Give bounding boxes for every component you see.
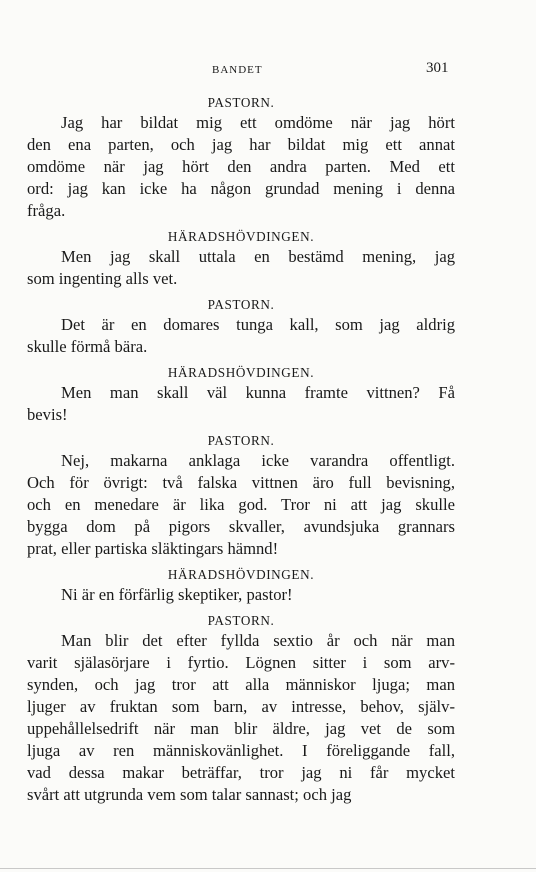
- text-line: synden, och jag tror att alla människor ljuga; man: [27, 675, 455, 694]
- speaker-heading: HÄRADSHÖVDINGEN.: [167, 365, 315, 380]
- dialogue-text: [27, 94, 455, 806]
- text-line: ljuga av ren människovänlighet. I föreliggande fall,: [27, 741, 455, 760]
- text-line: prat, eller partiska släktingars hämnd!: [27, 539, 279, 558]
- text-line: Man blir det efter fyllda sextio år och när man: [61, 631, 455, 650]
- speech-paragraph: [27, 112, 455, 222]
- speech-paragraph: [27, 584, 455, 606]
- text-line: omdöme när jag hört den andra parten. Med ett: [27, 157, 455, 176]
- text-line: Men jag skall uttala en bestämd mening, jag: [61, 247, 455, 266]
- text-line: som ingenting alls vet.: [27, 269, 178, 288]
- text-line: den ena parten, och jag har bildat mig ett annat: [27, 135, 455, 154]
- text-line: bygga dom på pigors skvaller, avundsjuka grannars: [27, 517, 455, 536]
- text-line: Det är en domares tunga kall, som jag aldrig: [61, 315, 455, 334]
- text-line: Ni är en förfärlig skeptiker, pastor!: [61, 585, 293, 604]
- text-line: bevis!: [27, 405, 68, 424]
- text-line: varit själasörjare i fyrtio. Lögnen sitter i som arv-: [27, 653, 455, 672]
- speech-paragraph: [27, 382, 455, 426]
- text-line: Och för övrigt: två falska vittnen äro full bevisning,: [27, 473, 455, 492]
- text-line: skulle förmå bära.: [27, 337, 148, 356]
- speech-paragraph: [27, 450, 455, 560]
- speaker-heading: HÄRADSHÖVDINGEN.: [167, 229, 315, 244]
- text-line: Jag har bildat mig ett omdöme när jag hört: [61, 113, 455, 132]
- text-line: svårt att utgrunda vem som talar sannast; och jag: [27, 785, 352, 804]
- running-head: [0, 0, 536, 90]
- text-line: ord: jag kan icke ha någon grundad mening i denna: [27, 179, 455, 198]
- speech-paragraph: [27, 314, 455, 358]
- running-head-title: BANDET: [212, 64, 263, 76]
- speaker-heading: PASTORN.: [207, 433, 275, 448]
- text-line: uppehållelsedrift när man blir äldre, jag vet de som: [27, 719, 455, 738]
- speaker-heading: PASTORN.: [207, 297, 275, 312]
- speech-paragraph: [27, 246, 455, 290]
- text-line: ljuger av fruktan som barn, av intresse, behov, själv-: [27, 697, 455, 716]
- page-number: 301: [426, 60, 449, 76]
- text-line: Men man skall väl kunna framte vittnen? Få: [61, 383, 455, 402]
- speaker-heading: PASTORN.: [207, 95, 275, 110]
- text-line: Nej, makarna anklaga icke varandra offentligt.: [61, 451, 455, 470]
- text-line: vad dessa makar beträffar, tror jag ni får mycket: [27, 763, 455, 782]
- text-line: fråga.: [27, 201, 66, 220]
- speaker-heading: PASTORN.: [207, 613, 275, 628]
- page-edge-line: [0, 868, 536, 869]
- text-line: och en menedare är lika god. Tror ni att jag skulle: [27, 495, 455, 514]
- speech-paragraph: [27, 630, 455, 806]
- speaker-heading: HÄRADSHÖVDINGEN.: [167, 567, 315, 582]
